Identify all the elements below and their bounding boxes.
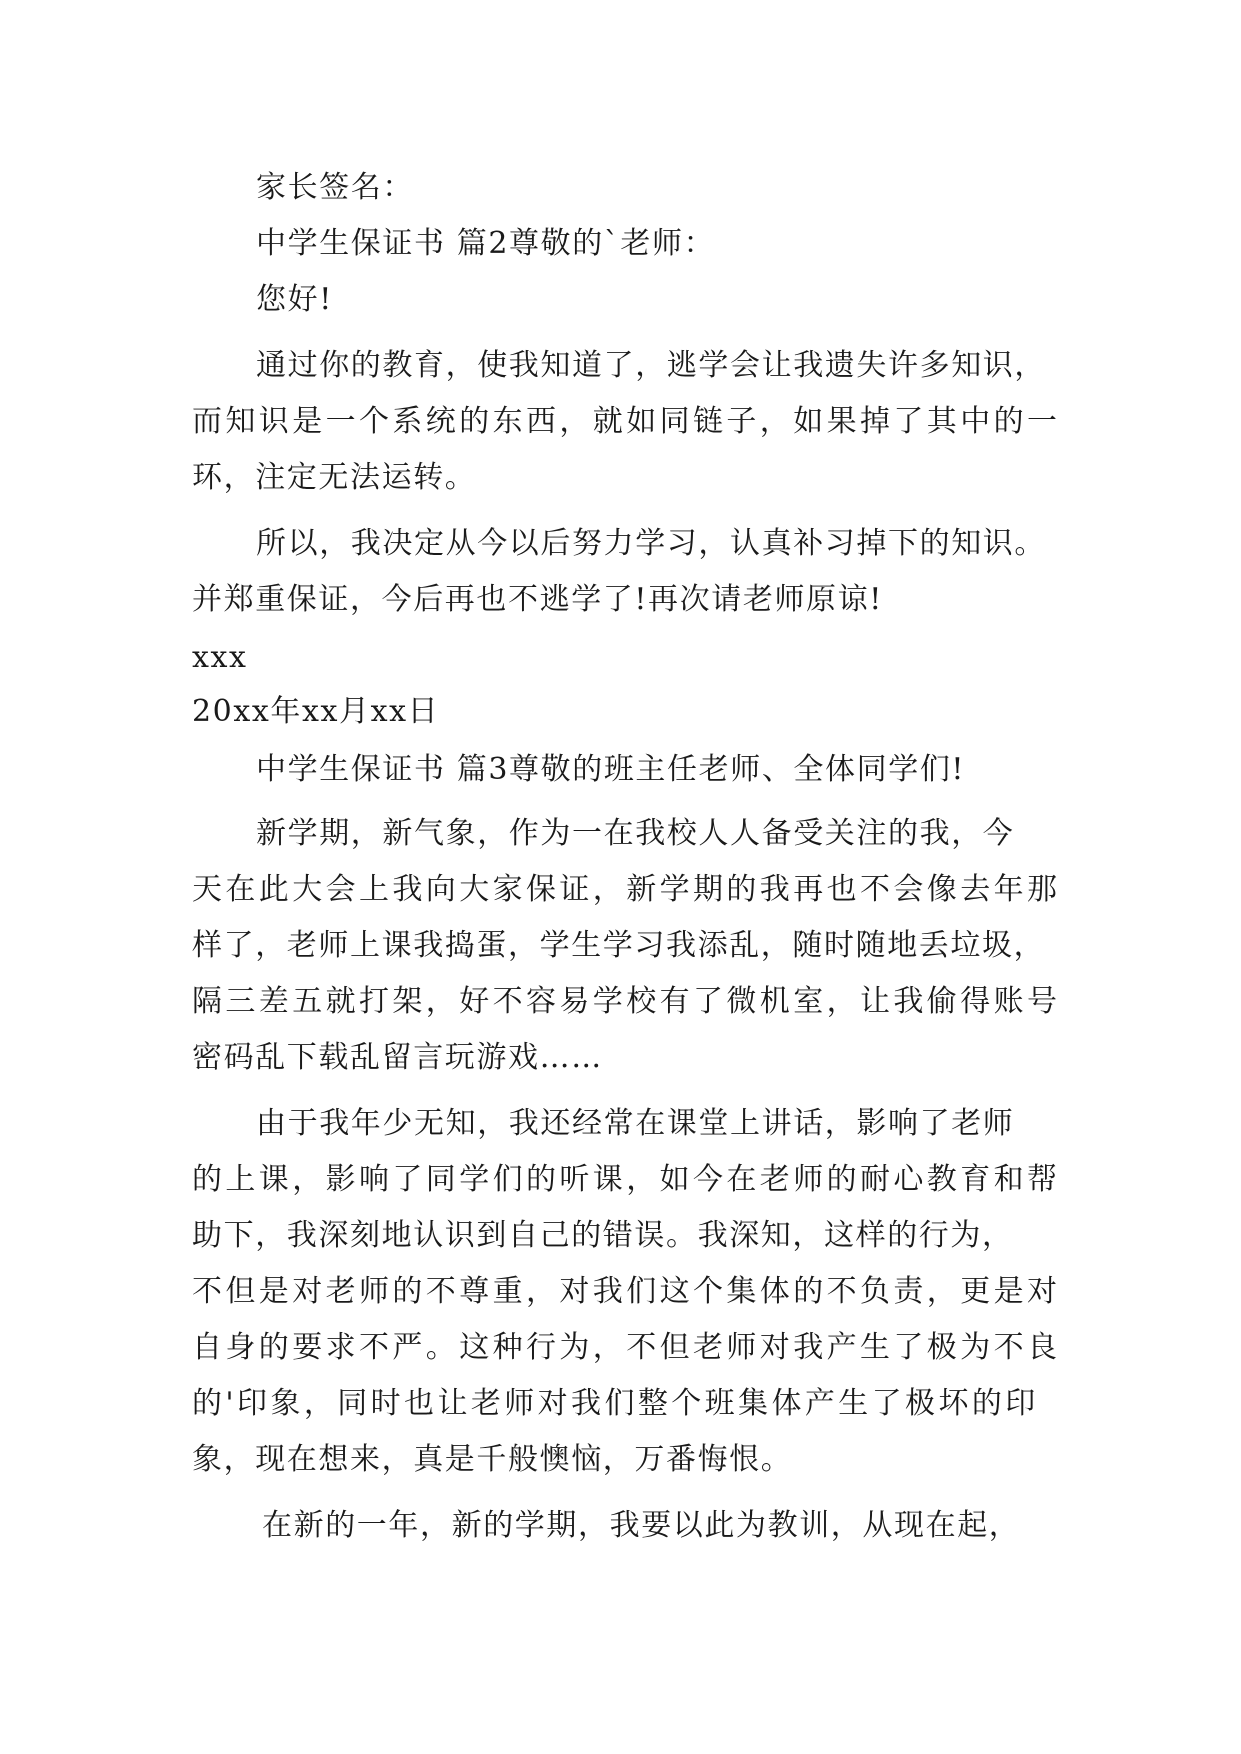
date-line: 20xx年xx月xx日 bbox=[192, 694, 440, 729]
text-line: 在新的一年，新的学期，我要以此为教训，从现在起， bbox=[262, 1508, 1021, 1543]
text-line: 家长签名： bbox=[256, 170, 414, 205]
text-line: 自身的要求不严。这种行为，不但老师对我产生了极为不良 bbox=[192, 1330, 1061, 1365]
text-line: 您好! bbox=[256, 282, 333, 317]
text-line: 助下，我深刻地认识到自己的错误。我深知，这样的行为， bbox=[192, 1218, 1014, 1253]
text-line: 所以，我决定从今以后努力学习，认真补习掉下的知识。 bbox=[256, 526, 1046, 561]
section-heading: 中学生保证书 篇3尊敬的班主任老师、全体同学们! bbox=[256, 752, 966, 787]
text-line: 样了，老师上课我捣蛋，学生学习我添乱，随时随地丢垃圾， bbox=[192, 928, 1046, 963]
text-line: 密码乱下载乱留言玩游戏…… bbox=[192, 1040, 603, 1075]
text-line: 环，注定无法运转。 bbox=[192, 460, 477, 495]
text-line: 而知识是一个系统的东西，就如同链子，如果掉了其中的一 bbox=[192, 404, 1061, 439]
text-line: 不但是对老师的不尊重，对我们这个集体的不负责，更是对 bbox=[192, 1274, 1061, 1309]
section-heading: 中学生保证书 篇2尊敬的`老师： bbox=[256, 226, 716, 261]
text-line: 由于我年少无知，我还经常在课堂上讲话，影响了老师 bbox=[256, 1106, 1015, 1141]
text-line: 象，现在想来，真是千般懊恼，万番悔恨。 bbox=[192, 1442, 793, 1477]
text-line: 的'印象，同时也让老师对我们整个班集体产生了极坏的印 bbox=[192, 1386, 1039, 1421]
text-line: 隔三差五就打架，好不容易学校有了微机室，让我偷得账号 bbox=[192, 984, 1061, 1019]
text-line: 通过你的教育，使我知道了，逃学会让我遗失许多知识， bbox=[256, 348, 1046, 383]
text-line: 的上课，影响了同学们的听课，如今在老师的耐心教育和帮 bbox=[192, 1162, 1061, 1197]
text-line: 新学期，新气象，作为一在我校人人备受关注的我，今 bbox=[256, 816, 1015, 851]
text-line: 天在此大会上我向大家保证，新学期的我再也不会像去年那 bbox=[192, 872, 1061, 907]
text-line: 并郑重保证，今后再也不逃学了!再次请老师原谅! bbox=[192, 582, 883, 617]
signature-name: xxx bbox=[192, 640, 248, 675]
